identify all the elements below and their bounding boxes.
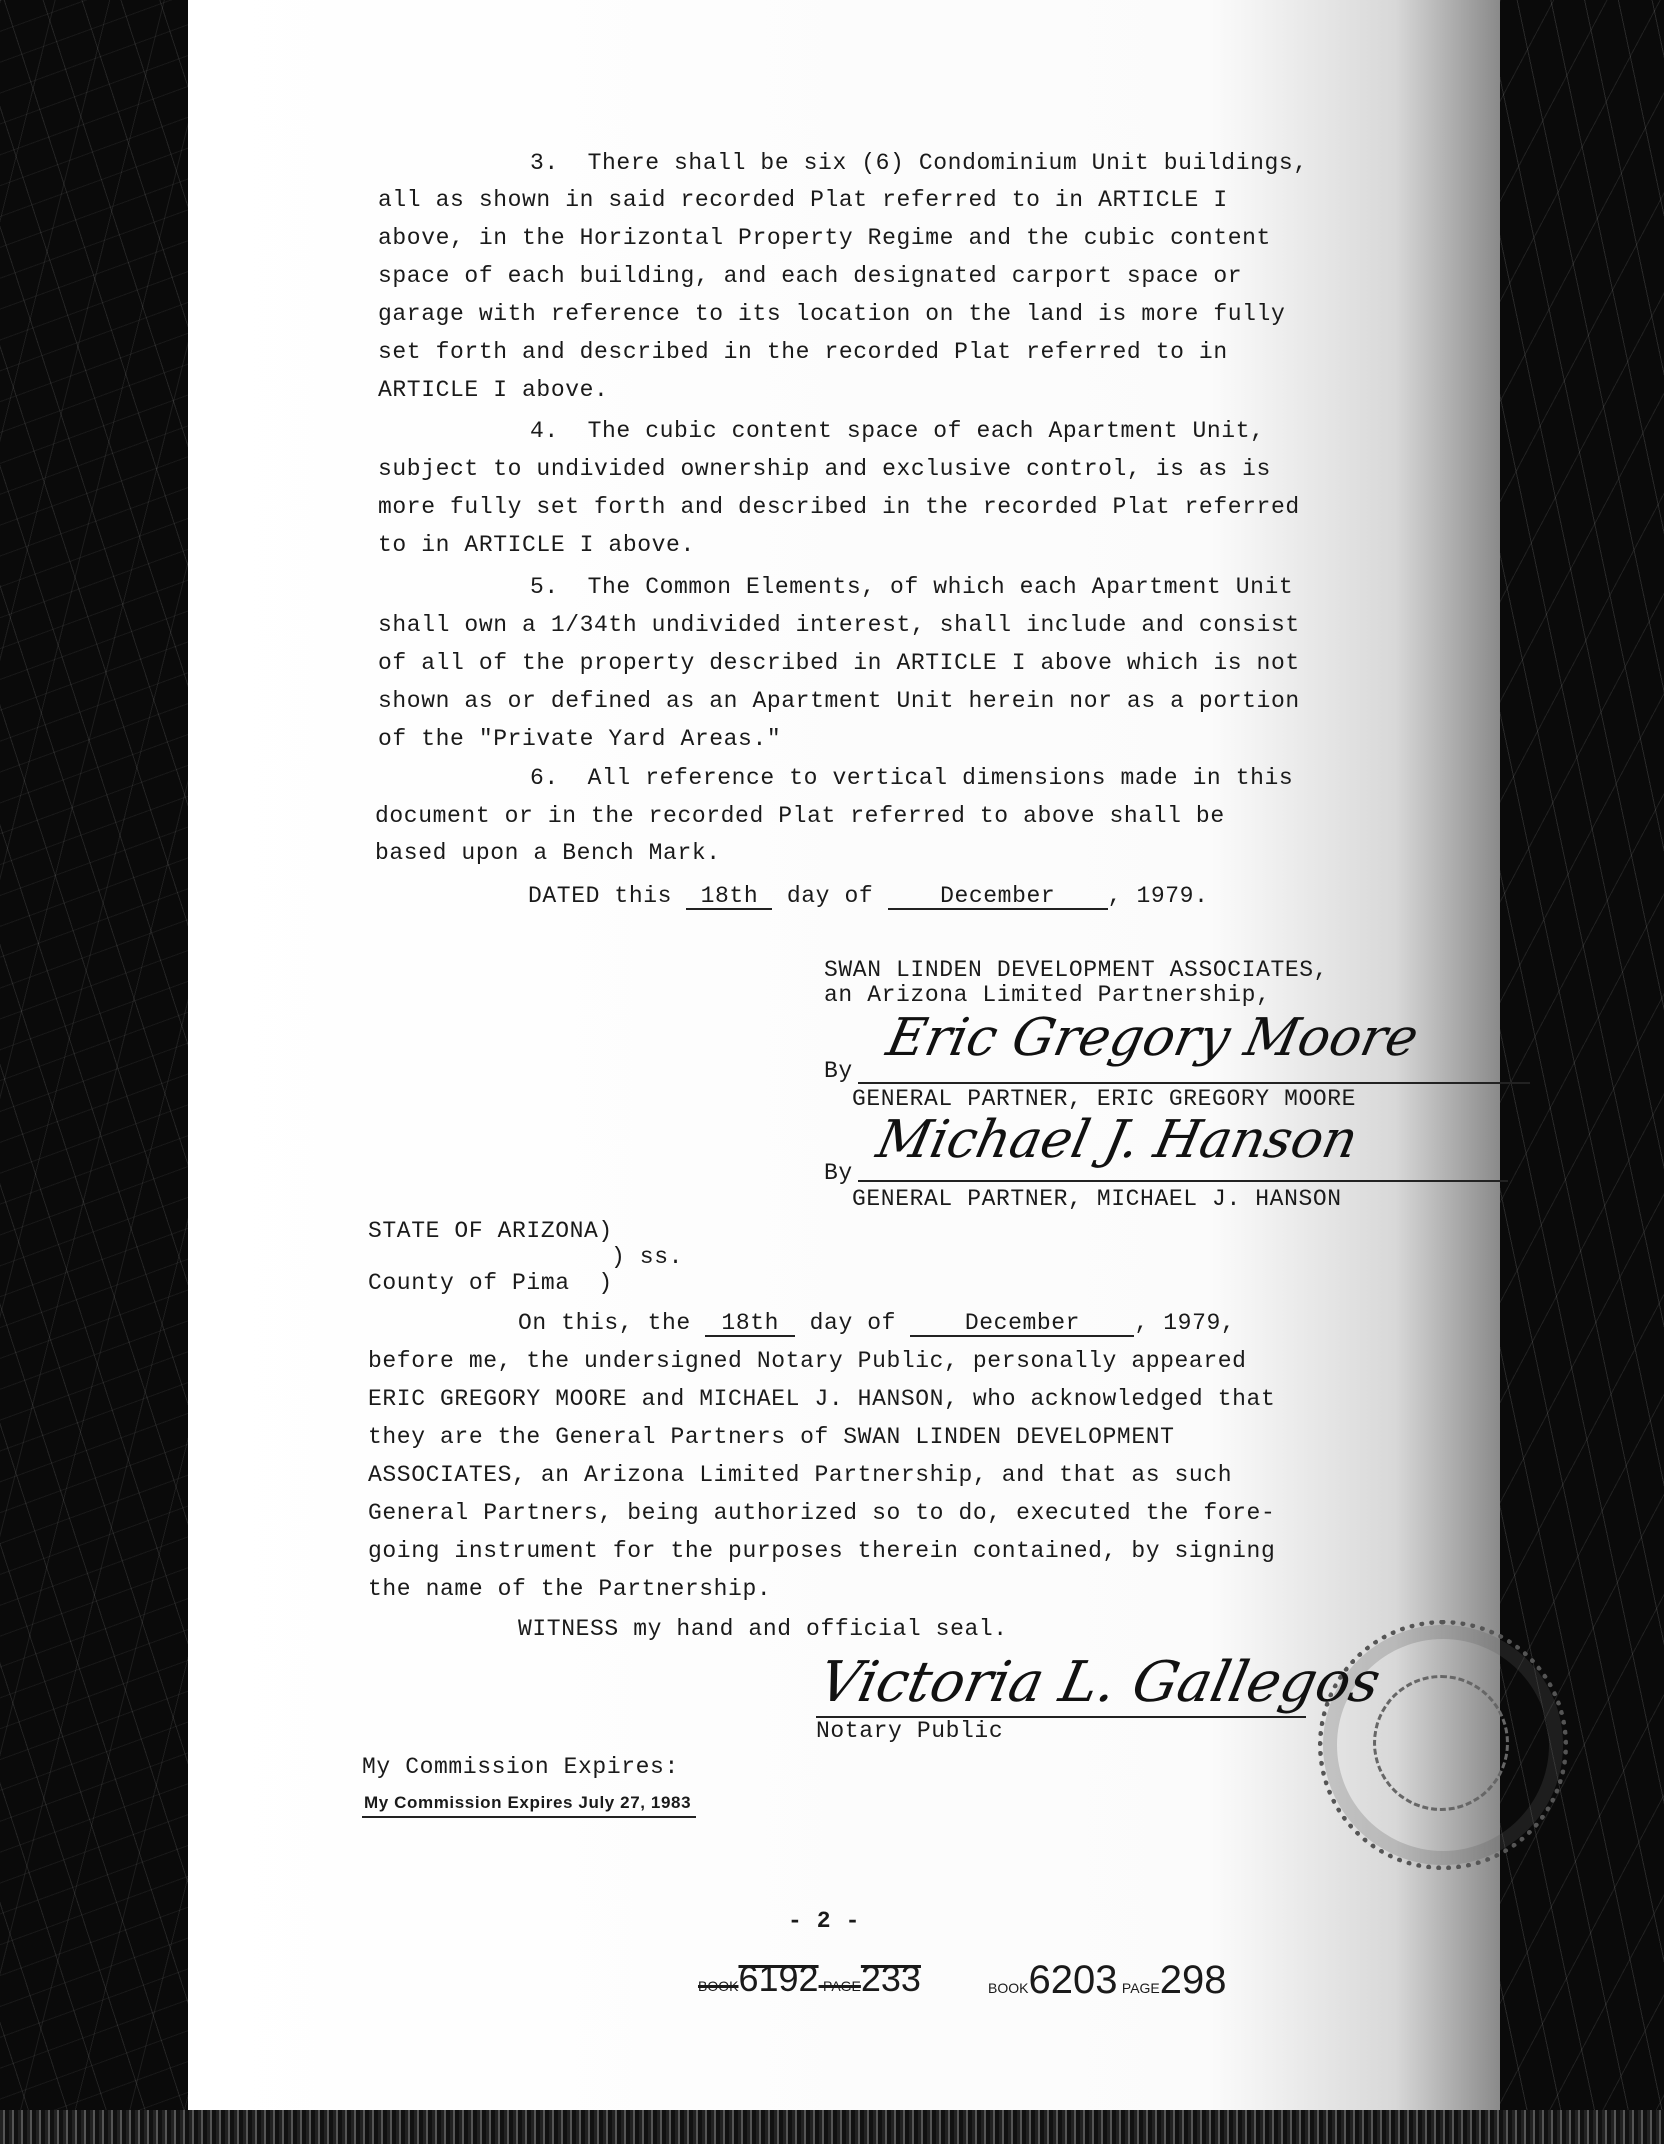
notary-seal-inner — [1373, 1675, 1509, 1811]
page-label: PAGE — [1121, 1980, 1160, 1996]
page-number: - 2 - — [788, 1908, 861, 1934]
text-line: more fully set forth and described in the recorded Plat referred — [378, 494, 1300, 520]
book-reference — [988, 1958, 1227, 2003]
signature-michael-hanson: Michael J. Hanson — [871, 1110, 1364, 1170]
text-line: shown as or defined as an Apartment Unit herein nor as a portion — [378, 688, 1300, 714]
signature-line-1 — [858, 1082, 1530, 1084]
venue-ss: ) ss. — [611, 1244, 684, 1270]
ack-month-field: December — [910, 1311, 1134, 1337]
text-line: going instrument for the purposes therein contained, by signing — [368, 1538, 1276, 1564]
dated-month-field: December — [888, 884, 1108, 910]
signatory-title-2: GENERAL PARTNER, MICHAEL J. HANSON — [852, 1186, 1342, 1212]
ack-year: , 1979, — [1134, 1310, 1236, 1336]
text-line: shall own a 1/34th undivided interest, shall include and consist — [378, 612, 1300, 638]
text-line: garage with reference to its location on the land is more fully — [378, 301, 1286, 327]
old-book-number: 6192 — [738, 1958, 819, 1999]
ack-middle: day of — [809, 1310, 897, 1336]
ack-date-line — [518, 1310, 1235, 1337]
commission-label: My Commission Expires: — [362, 1754, 679, 1780]
dated-middle: day of — [786, 883, 874, 909]
venue-state: STATE OF ARIZONA) — [368, 1218, 613, 1244]
book-number: 6203 — [1028, 1958, 1118, 2002]
text-line: of the "Private Yard Areas." — [378, 726, 782, 752]
text-line: ASSOCIATES, an Arizona Limited Partnership, and that as such — [368, 1462, 1233, 1488]
old-book-reference — [698, 1958, 921, 2000]
partnership-name: SWAN LINDEN DEVELOPMENT ASSOCIATES, — [824, 957, 1329, 983]
signature-eric-moore: Eric Gregory Moore — [881, 1008, 1424, 1068]
partnership-type: an Arizona Limited Partnership, — [824, 982, 1271, 1008]
text-line: 5. The Common Elements, of which each Apartment Unit — [530, 574, 1294, 600]
text-line: of all of the property described in ARTICLE I above which is not — [378, 650, 1300, 676]
commission-stamp: My Commission Expires July 27, 1983 — [364, 1793, 692, 1812]
text-line: 3. There shall be six (6) Condominium Unit buildings, — [530, 150, 1308, 176]
text-line: they are the General Partners of SWAN LINDEN DEVELOPMENT — [368, 1424, 1175, 1450]
signature-line-2 — [858, 1180, 1508, 1182]
ack-day-field: 18th — [705, 1311, 795, 1337]
venue-county: County of Pima ) — [368, 1270, 613, 1296]
notary-title: Notary Public — [816, 1718, 1004, 1744]
text-line: space of each building, and each designated carport space or — [378, 263, 1243, 289]
text-line: document or in the recorded Plat referred to above shall be — [375, 803, 1225, 829]
old-page-number: 233 — [860, 1958, 921, 1999]
document-page — [188, 0, 1500, 2110]
old-book-label: BOOK — [698, 1978, 739, 1994]
commission-line — [362, 1816, 696, 1818]
book-label: BOOK — [988, 1980, 1029, 1996]
dated-line — [528, 883, 1209, 910]
text-line: ARTICLE I above. — [378, 377, 609, 403]
text-line: all as shown in said recorded Plat referred to in ARTICLE I — [378, 187, 1228, 213]
text-line: before me, the undersigned Notary Public, personally appeared — [368, 1348, 1247, 1374]
text-line: to in ARTICLE I above. — [378, 532, 695, 558]
text-line: based upon a Bench Mark. — [375, 840, 721, 866]
old-page-label: PAGE — [823, 1978, 861, 1994]
text-line: above, in the Horizontal Property Regime and the cubic content — [378, 225, 1271, 251]
scan-border-left — [0, 0, 188, 2144]
by-label-1: By — [824, 1058, 853, 1084]
text-line: General Partners, being authorized so to do, executed the fore- — [368, 1500, 1276, 1526]
witness-line: WITNESS my hand and official seal. — [518, 1616, 1008, 1642]
text-line: 4. The cubic content space of each Apartment Unit, — [530, 418, 1265, 444]
text-line: the name of the Partnership. — [368, 1576, 772, 1602]
dated-year: , 1979. — [1107, 883, 1209, 909]
dated-day-field: 18th — [686, 884, 772, 910]
scan-border-bottom — [0, 2110, 1664, 2144]
by-label-2: By — [824, 1160, 853, 1186]
text-line: subject to undivided ownership and exclusive control, is as is — [378, 456, 1271, 482]
signatory-title-1: GENERAL PARTNER, ERIC GREGORY MOORE — [852, 1086, 1357, 1112]
text-line: ERIC GREGORY MOORE and MICHAEL J. HANSON, who acknowledged that — [368, 1386, 1276, 1412]
notary-signature: Victoria L. Gallegos — [813, 1650, 1386, 1715]
dated-prefix: DATED this — [528, 883, 673, 909]
text-line: 6. All reference to vertical dimensions made in this — [530, 765, 1294, 791]
text-line: set forth and described in the recorded Plat referred to in — [378, 339, 1228, 365]
ack-prefix: On this, the — [518, 1310, 691, 1336]
page-ref-number: 298 — [1159, 1958, 1227, 2002]
